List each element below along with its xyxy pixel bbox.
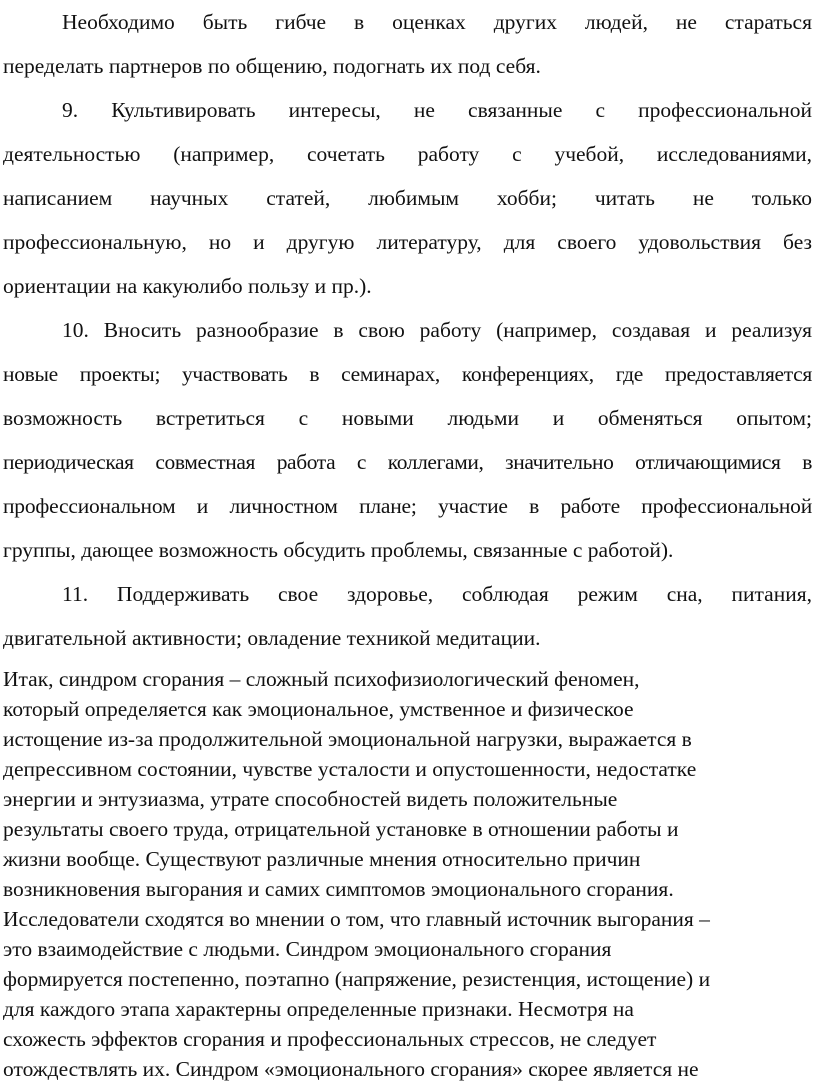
summary-paragraph xyxy=(3,664,812,1084)
paragraph-11 xyxy=(3,572,812,660)
text-line: который определяется как эмоциональное, умственное и физическое xyxy=(3,697,634,721)
text-line: возможность встретиться с новыми людьми и обменяться опытом; xyxy=(3,406,812,430)
paragraph-10 xyxy=(3,308,812,572)
text-line: Исследователи сходятся во мнении о том, что главный источник выгорания – xyxy=(3,907,710,931)
text-line: периодическая совместная работа с коллегами, значительно отличающимися в xyxy=(3,450,812,474)
text-line: 11. Поддерживать свое здоровье, соблюдая режим сна, питания, xyxy=(62,582,812,606)
text-line: 9. Культивировать интересы, не связанные с профессиональной xyxy=(62,98,812,122)
text-line: группы, дающее возможность обсудить проблемы, связанные с работой). xyxy=(3,538,674,562)
text-line: ориентации на какуюлибо пользу и пр.). xyxy=(3,274,372,298)
text-line: схожесть эффектов сгорания и профессиональных стрессов, не следует xyxy=(3,1027,657,1051)
text-line: отождествлять их. Синдром «эмоционального сгорания» скорее является не xyxy=(3,1057,699,1081)
text-line: новые проекты; участвовать в семинарах, конференциях, где предоставляется xyxy=(3,362,812,386)
text-line: профессиональном и личностном плане; участие в работе профессиональной xyxy=(3,494,812,518)
text-line: Необходимо быть гибче в оценках других людей, не стараться xyxy=(62,10,812,34)
text-line: написанием научных статей, любимым хобби; читать не только xyxy=(3,186,812,210)
paragraph-intro xyxy=(3,0,812,88)
text-line: Итак, синдром сгорания – сложный психофизиологический феномен, xyxy=(3,667,640,691)
text-line: двигательной активности; овладение техникой медитации. xyxy=(3,626,541,650)
text-line: энергии и энтузиазма, утрате способностей видеть положительные xyxy=(3,787,618,811)
text-line: 10. Вносить разнообразие в свою работу (например, создавая и реализуя xyxy=(62,318,812,342)
text-line: профессиональную, но и другую литературу, для своего удовольствия без xyxy=(3,230,812,254)
text-line: это взаимодействие с людьми. Синдром эмоционального сгорания xyxy=(3,937,612,961)
text-line: формируется постепенно, поэтапно (напряжение, резистенция, истощение) и xyxy=(3,967,711,991)
text-line: депрессивном состоянии, чувстве усталости и опустошенности, недостатке xyxy=(3,757,697,781)
text-line: для каждого этапа характерны определенные признаки. Несмотря на xyxy=(3,997,634,1021)
text-line: деятельностью (например, сочетать работу с учебой, исследованиями, xyxy=(3,142,812,166)
paragraph-9 xyxy=(3,88,812,308)
text-line: возникновения выгорания и самих симптомов эмоционального сгорания. xyxy=(3,877,674,901)
text-line: жизни вообще. Существуют различные мнения относительно причин xyxy=(3,847,641,871)
text-line: истощение из-за продолжительной эмоциональной нагрузки, выражается в xyxy=(3,727,692,751)
text-line: переделать партнеров по общению, подогнать их под себя. xyxy=(3,54,541,78)
text-line: результаты своего труда, отрицательной установке в отношении работы и xyxy=(3,817,679,841)
